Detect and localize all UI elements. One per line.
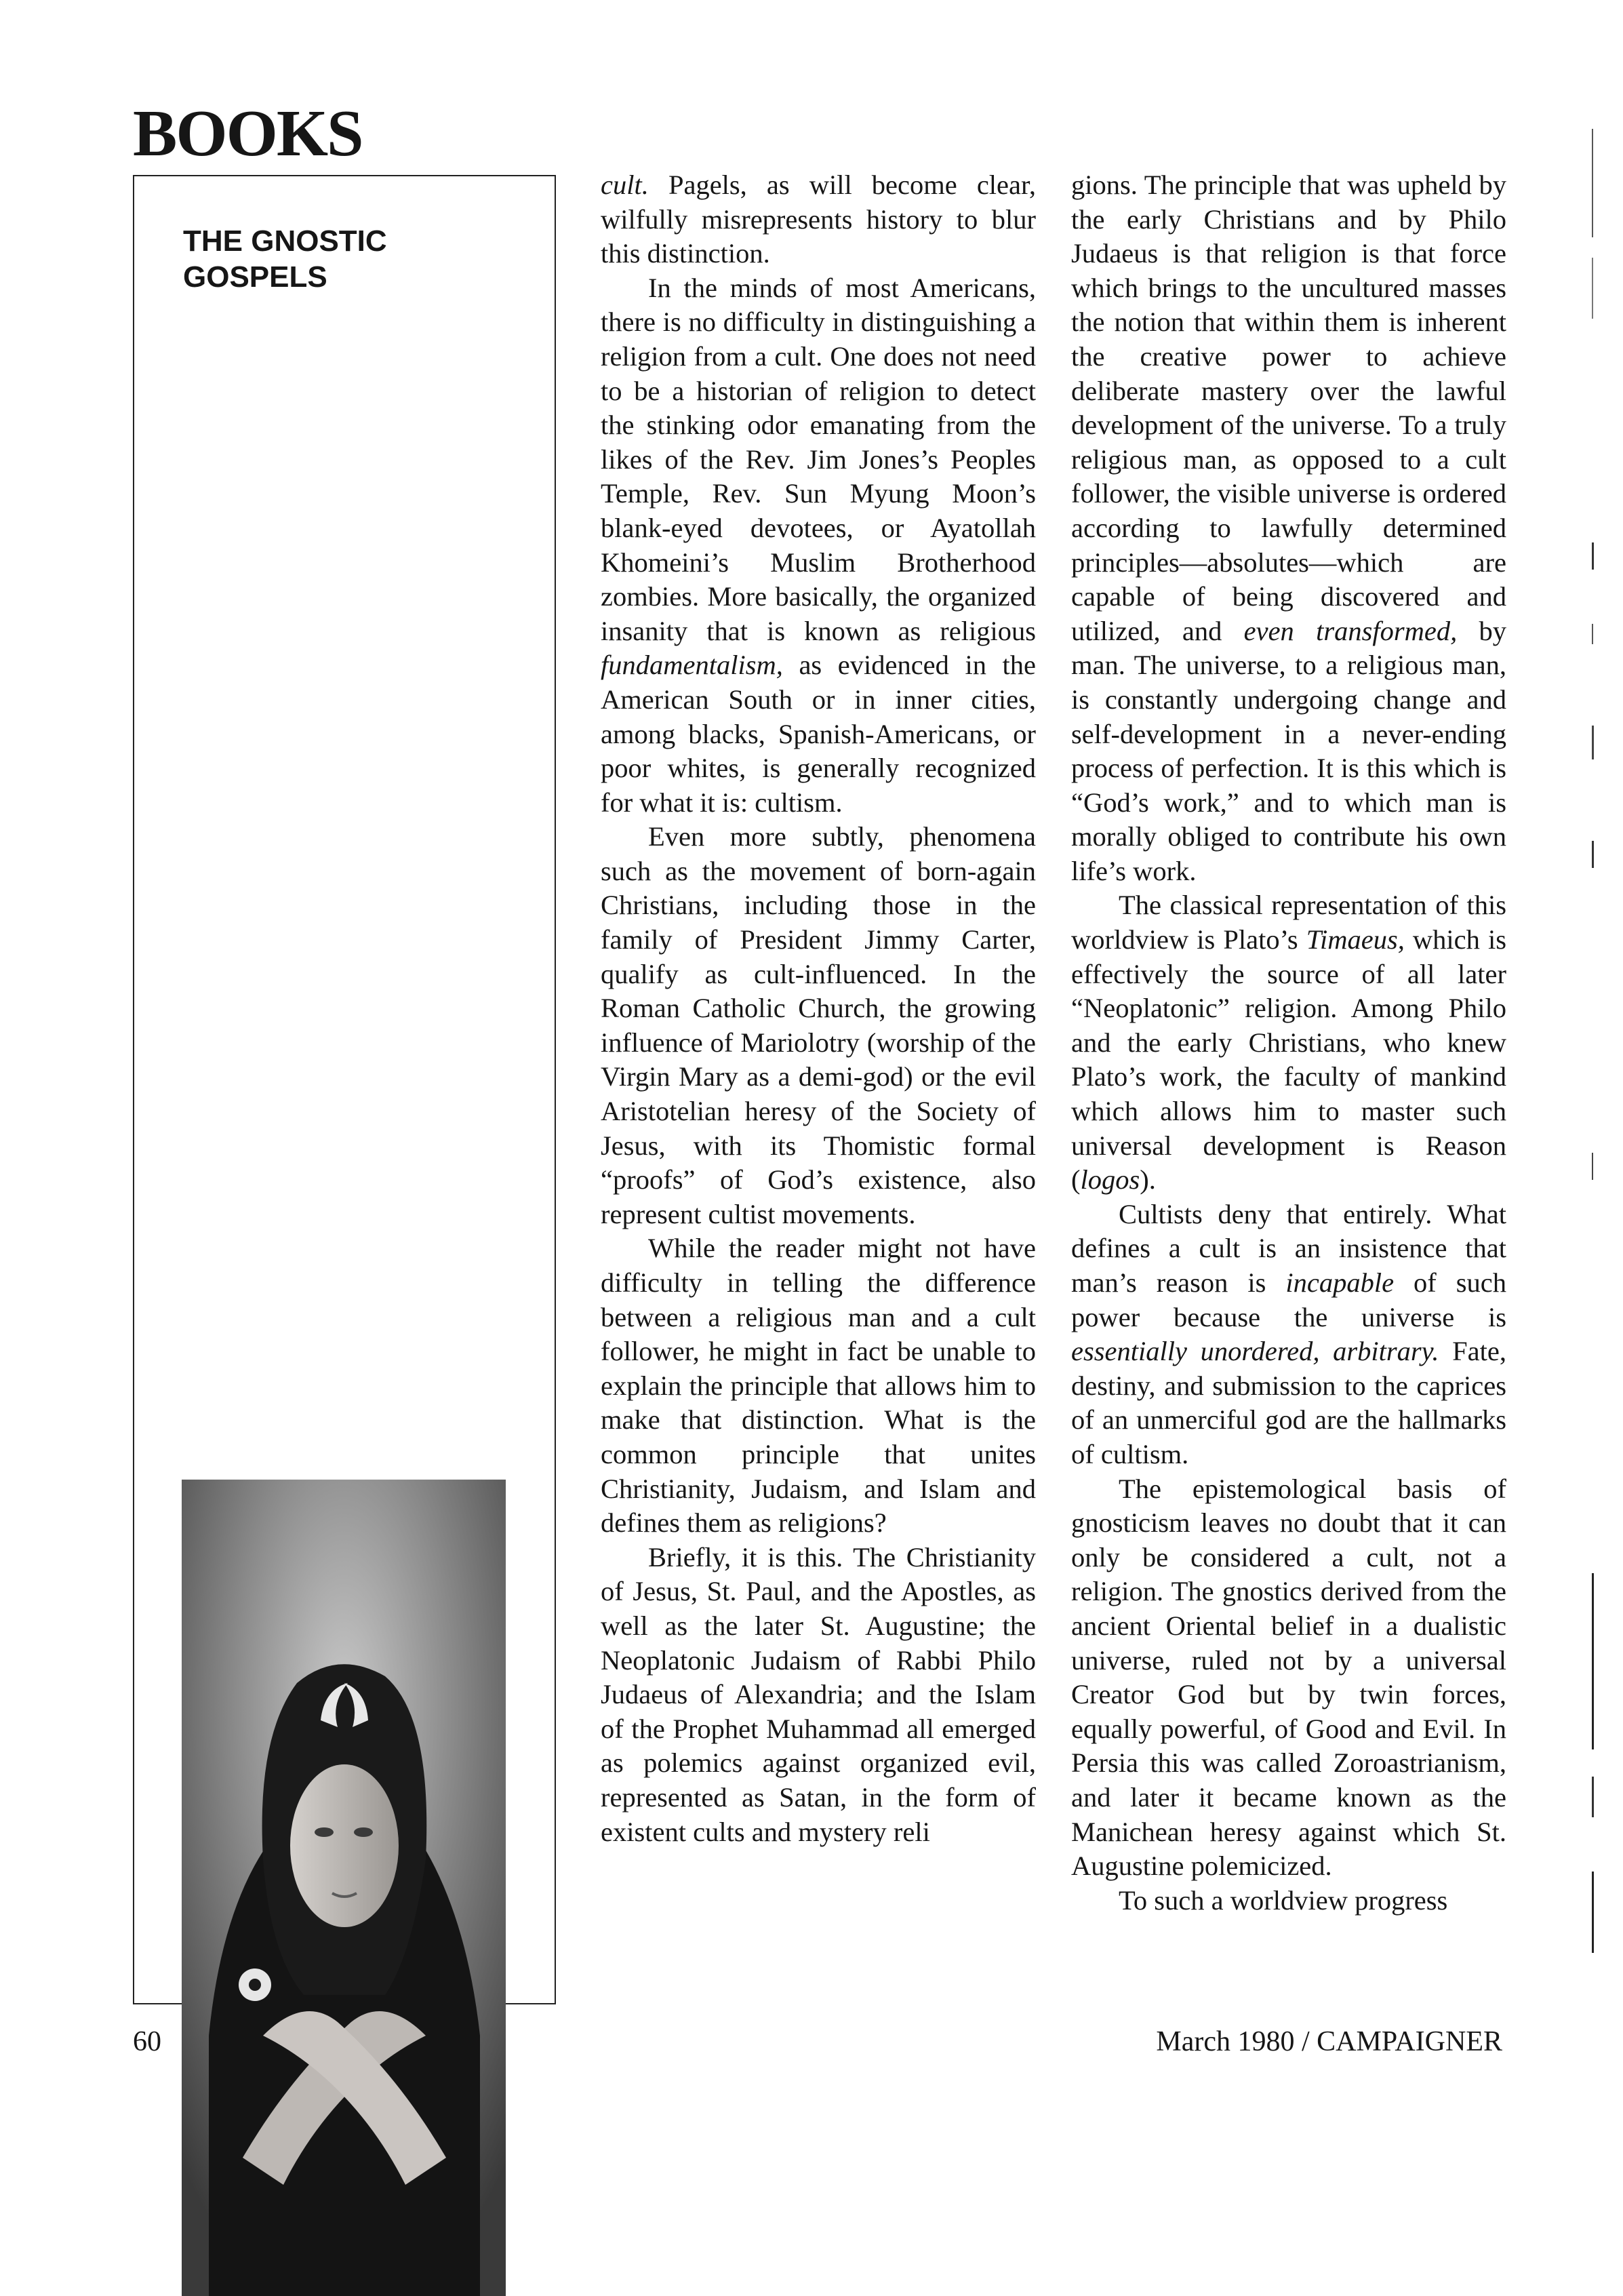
- text: Cultists deny that entirely. What defines a cult is an insistence that man’s reason is: [1071, 1198, 1506, 1298]
- italic-text: logos: [1080, 1164, 1140, 1195]
- text: While the reader might not have difficulty in telling the difference between a religious man and a cult follower, he might in fact be unable to explain the principle that allows him to make that distinction. What is the common principle that unites Christianity, Judaism, and Islam and defines them as religions?: [601, 1233, 1036, 1539]
- scan-edge-marks: [1580, 95, 1607, 1994]
- paragraph: [601, 168, 1036, 271]
- italic-text: cult.: [601, 170, 649, 200]
- column-1: [601, 168, 1036, 1849]
- text: ).: [1140, 1164, 1156, 1195]
- text: The classical representation of this worldview is Plato’s: [1071, 890, 1506, 955]
- issue-line: March 1980 / CAMPAIGNER: [1156, 2026, 1502, 2057]
- italic-text: incapable: [1285, 1267, 1395, 1298]
- review-title: THE GNOSTIC GOSPELS: [183, 224, 387, 294]
- paragraph: [601, 271, 1036, 820]
- section-heading: BOOKS: [133, 97, 363, 170]
- portrait-photo-icon: [182, 1480, 506, 2296]
- paragraph: [1071, 1472, 1506, 1884]
- italic-text: fundamentalism,: [601, 650, 783, 681]
- text: To such a worldview progress: [1119, 1884, 1448, 1916]
- text: In the minds of most Americans, there is no difficulty in distinguishing a religion from a cult. One does not need to be a historian of religion to detect the stinking odor emanating from the likes of the Rev. Jim Jones’s Peoples Temple, Rev. Sun Myung Moon’s blank-eyed devotees, or Ayatollah Khomeini’s Muslim Brotherhood zombies. More basically, the organized insanity that is known as religious: [601, 272, 1036, 646]
- text: Even more subtly, phenomena such as the movement of born-again Christians, including those in the family of President Jimmy Carter, qualify as cult-influenced. In the Roman Catholic Church, the growing influence of Mariolotry (worship of the Virgin Mary as a demi-god) or the evil Aristotelian heresy of the Society of Jesus, with its Thomistic formal “proofs” of God’s existence, also represent cultist movements.: [601, 821, 1036, 1229]
- sidebar-box: [133, 175, 556, 2004]
- text: by man. The universe, to a religious man, is constantly undergoing change and self-development in a never-ending process of perfection. It is this which is “God’s work,” and to which man is morally obliged to contribute his own life’s work.: [1071, 615, 1506, 886]
- text: gions. The principle that was upheld by the early Christians and by Philo Judaeus is that religion is that force which brings to the uncultured masses the notion that within them is inherent the creative power to achieve deliberate mastery over the lawful development of the universe. To a truly religious man, as opposed to a cult follower, the visible universe is ordered according to lawfully determined principles—absolutes—which are capable of being discovered and utilized, and: [1071, 170, 1506, 646]
- paragraph: [601, 1541, 1036, 1849]
- page-number: 60: [133, 2026, 161, 2057]
- text: which is effectively the source of all later “Neoplatonic” religion. Among Philo and the early Christians, who knew Plato’s work, the faculty of mankind which allows him to master such universal development is Reason (: [1071, 924, 1506, 1195]
- italic-text: even transformed,: [1243, 615, 1458, 646]
- text: Fate, destiny, and submission to the caprices of an unmerciful god are the hallmarks of cultism.: [1071, 1336, 1506, 1469]
- text: as evidenced in the American South or in inner cities, among blacks, Spanish-Americans, or poor whites, is generally recognized for what it is: cultism.: [601, 650, 1036, 818]
- paragraph: [601, 1231, 1036, 1540]
- text: Pagels, as will become clear, wilfully misrepresents history to blur this distinction.: [601, 170, 1036, 269]
- paragraph: [1071, 1884, 1506, 1918]
- text: Briefly, it is this. The Christianity of Jesus, St. Paul, and the Apostles, as well as the later St. Augustine; the Neoplatonic Judaism of Rabbi Philo Judaeus of Alexandria; and the Islam of the Prophet Muhammad all emerged as polemics against organized evil, represented as Satan, in the form of existent cults and mystery reli: [601, 1541, 1036, 1847]
- text: of such power because the universe is: [1071, 1267, 1506, 1332]
- paragraph: [601, 820, 1036, 1231]
- paragraph: [1071, 168, 1506, 888]
- text: The epistemological basis of gnosticism leaves no doubt that it can only be considered a cult, not a religion. The gnostics derived from the ancient Oriental belief in a dualistic universe, ruled not by a universal Creator God but by twin forces, equally powerful, of Good and Evil. In Persia this was called Zoroastrianism, and later it became known as the Manichean heresy against which St. Augustine polemicized.: [1071, 1473, 1506, 1882]
- italic-text: essentially unordered, arbitrary.: [1071, 1336, 1439, 1367]
- paragraph: [1071, 888, 1506, 1197]
- paragraph: [1071, 1198, 1506, 1472]
- column-2: [1071, 168, 1506, 1918]
- italic-text: Timaeus,: [1306, 924, 1405, 955]
